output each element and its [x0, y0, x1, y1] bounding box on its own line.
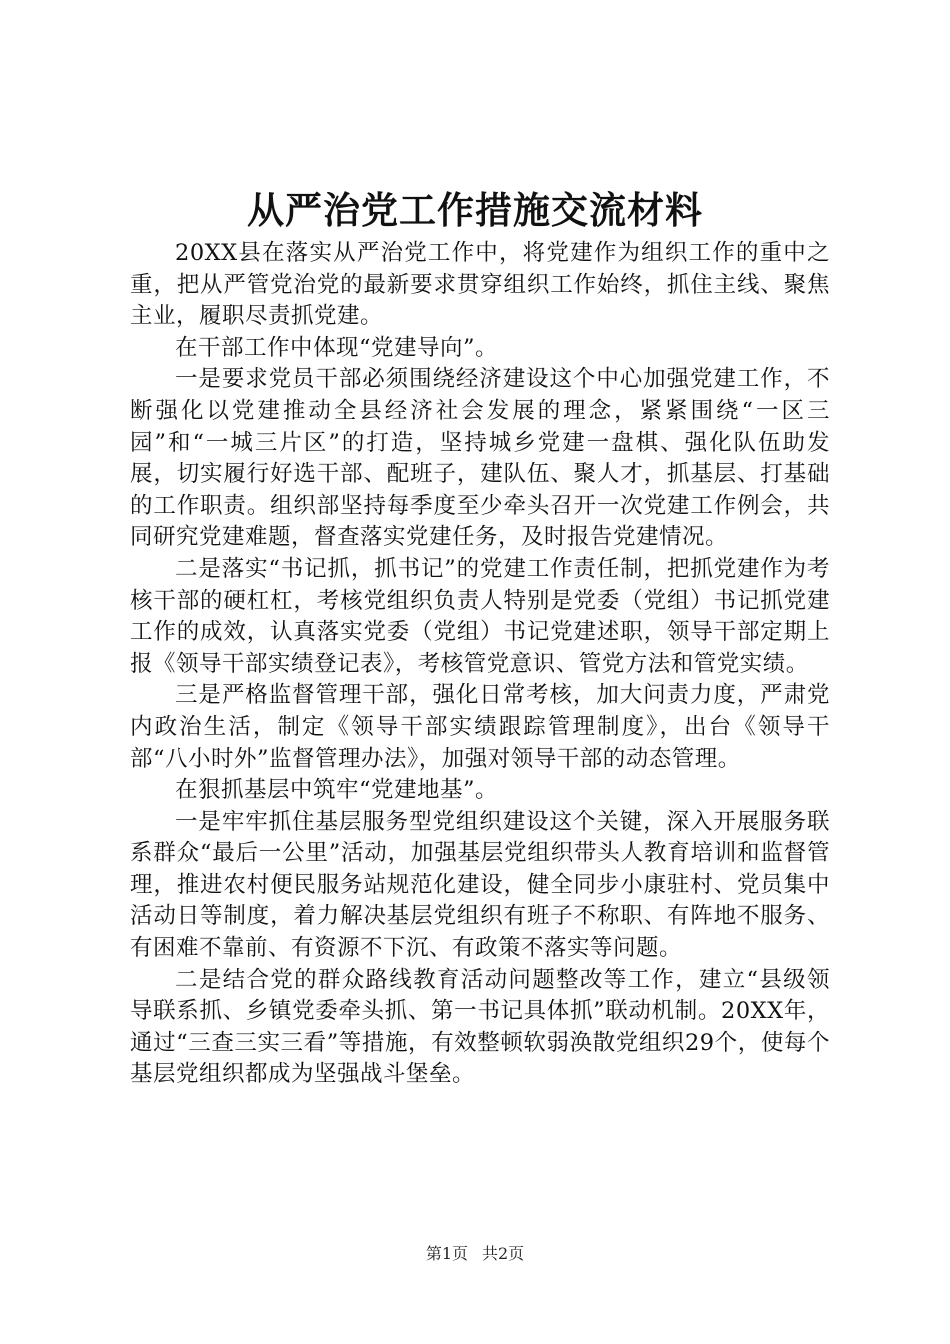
paragraph-grassroots-point-2: 二是结合党的群众路线教育活动问题整改等工作，建立“县级领导联系抓、乡镇党委牵头抓、第一书记具体抓”联动机制。20XX年，通过“三查三实三看”等措施，有效整顿软弱涣散党组织29个，使每个基层党组织都成为坚强战斗堡垒。 [130, 966, 830, 1088]
paragraph-intro: 20XX县在落实从严治党工作中，将党建作为组织工作的重中之重，把从严管党治党的最新要求贯穿组织工作始终，抓住主线、聚焦主业，履职尽责抓党建。 [130, 240, 830, 330]
document-body [130, 238, 830, 1091]
paragraph-section-heading-cadre: 在干部工作中体现“党建导向”。 [175, 334, 499, 361]
page-number: 第1页 [425, 1244, 468, 1263]
page-footer [0, 1243, 950, 1265]
paragraph-cadre-point-1: 一是要求党员干部必须围绕经济建设这个中心加强党建工作，不断强化以党建推动全县经济社会发展的理念，紧紧围绕“一区三园”和“一城三片区”的打造，坚持城乡党建一盘棋、强化队伍助发展，切实履行好选干部、配班子，建队伍、聚人才，抓基层、打基础的工作职责。组织部坚持每季度至少牵头召开一次党建工作例会，共同研究党建难题，督查落实党建任务，及时报告党建情况。 [130, 366, 830, 551]
paragraph-grassroots-point-1: 一是牢牢抓住基层服务型党组织建设这个关键，深入开展服务联系群众“最后一公里”活动，加强基层党组织带头人教育培训和监督管理，推进农村便民服务站规范化建设，健全同步小康驻村、党员集中活动日等制度，着力解决基层党组织有班子不称职、有阵地不服务、有困难不靠前、有资源不下沉、有政策不落实等问题。 [130, 808, 830, 962]
paragraph-section-heading-grassroots: 在狠抓基层中筑牢“党建地基”。 [175, 777, 499, 804]
document-title: 从严治党工作措施交流材料 [247, 188, 703, 232]
paragraph-cadre-point-3: 三是严格监督管理干部，强化日常考核，加大问责力度，严肃党内政治生活，制定《领导干部实绩跟踪管理制度》，出台《领导干部“八小时外”监督管理办法》，加强对领导干部的动态管理。 [130, 682, 830, 772]
page-total: 共2页 [482, 1244, 525, 1263]
paragraph-cadre-point-2: 二是落实“书记抓，抓书记”的党建工作责任制，把抓党建作为考核干部的硬杠杠，考核党组织负责人特别是党委（党组）书记抓党建工作的成效，认真落实党委（党组）书记党建述职，领导干部定期上报《领导干部实绩登记表》，考核管党意识、管党方法和管党实绩。 [130, 555, 830, 677]
